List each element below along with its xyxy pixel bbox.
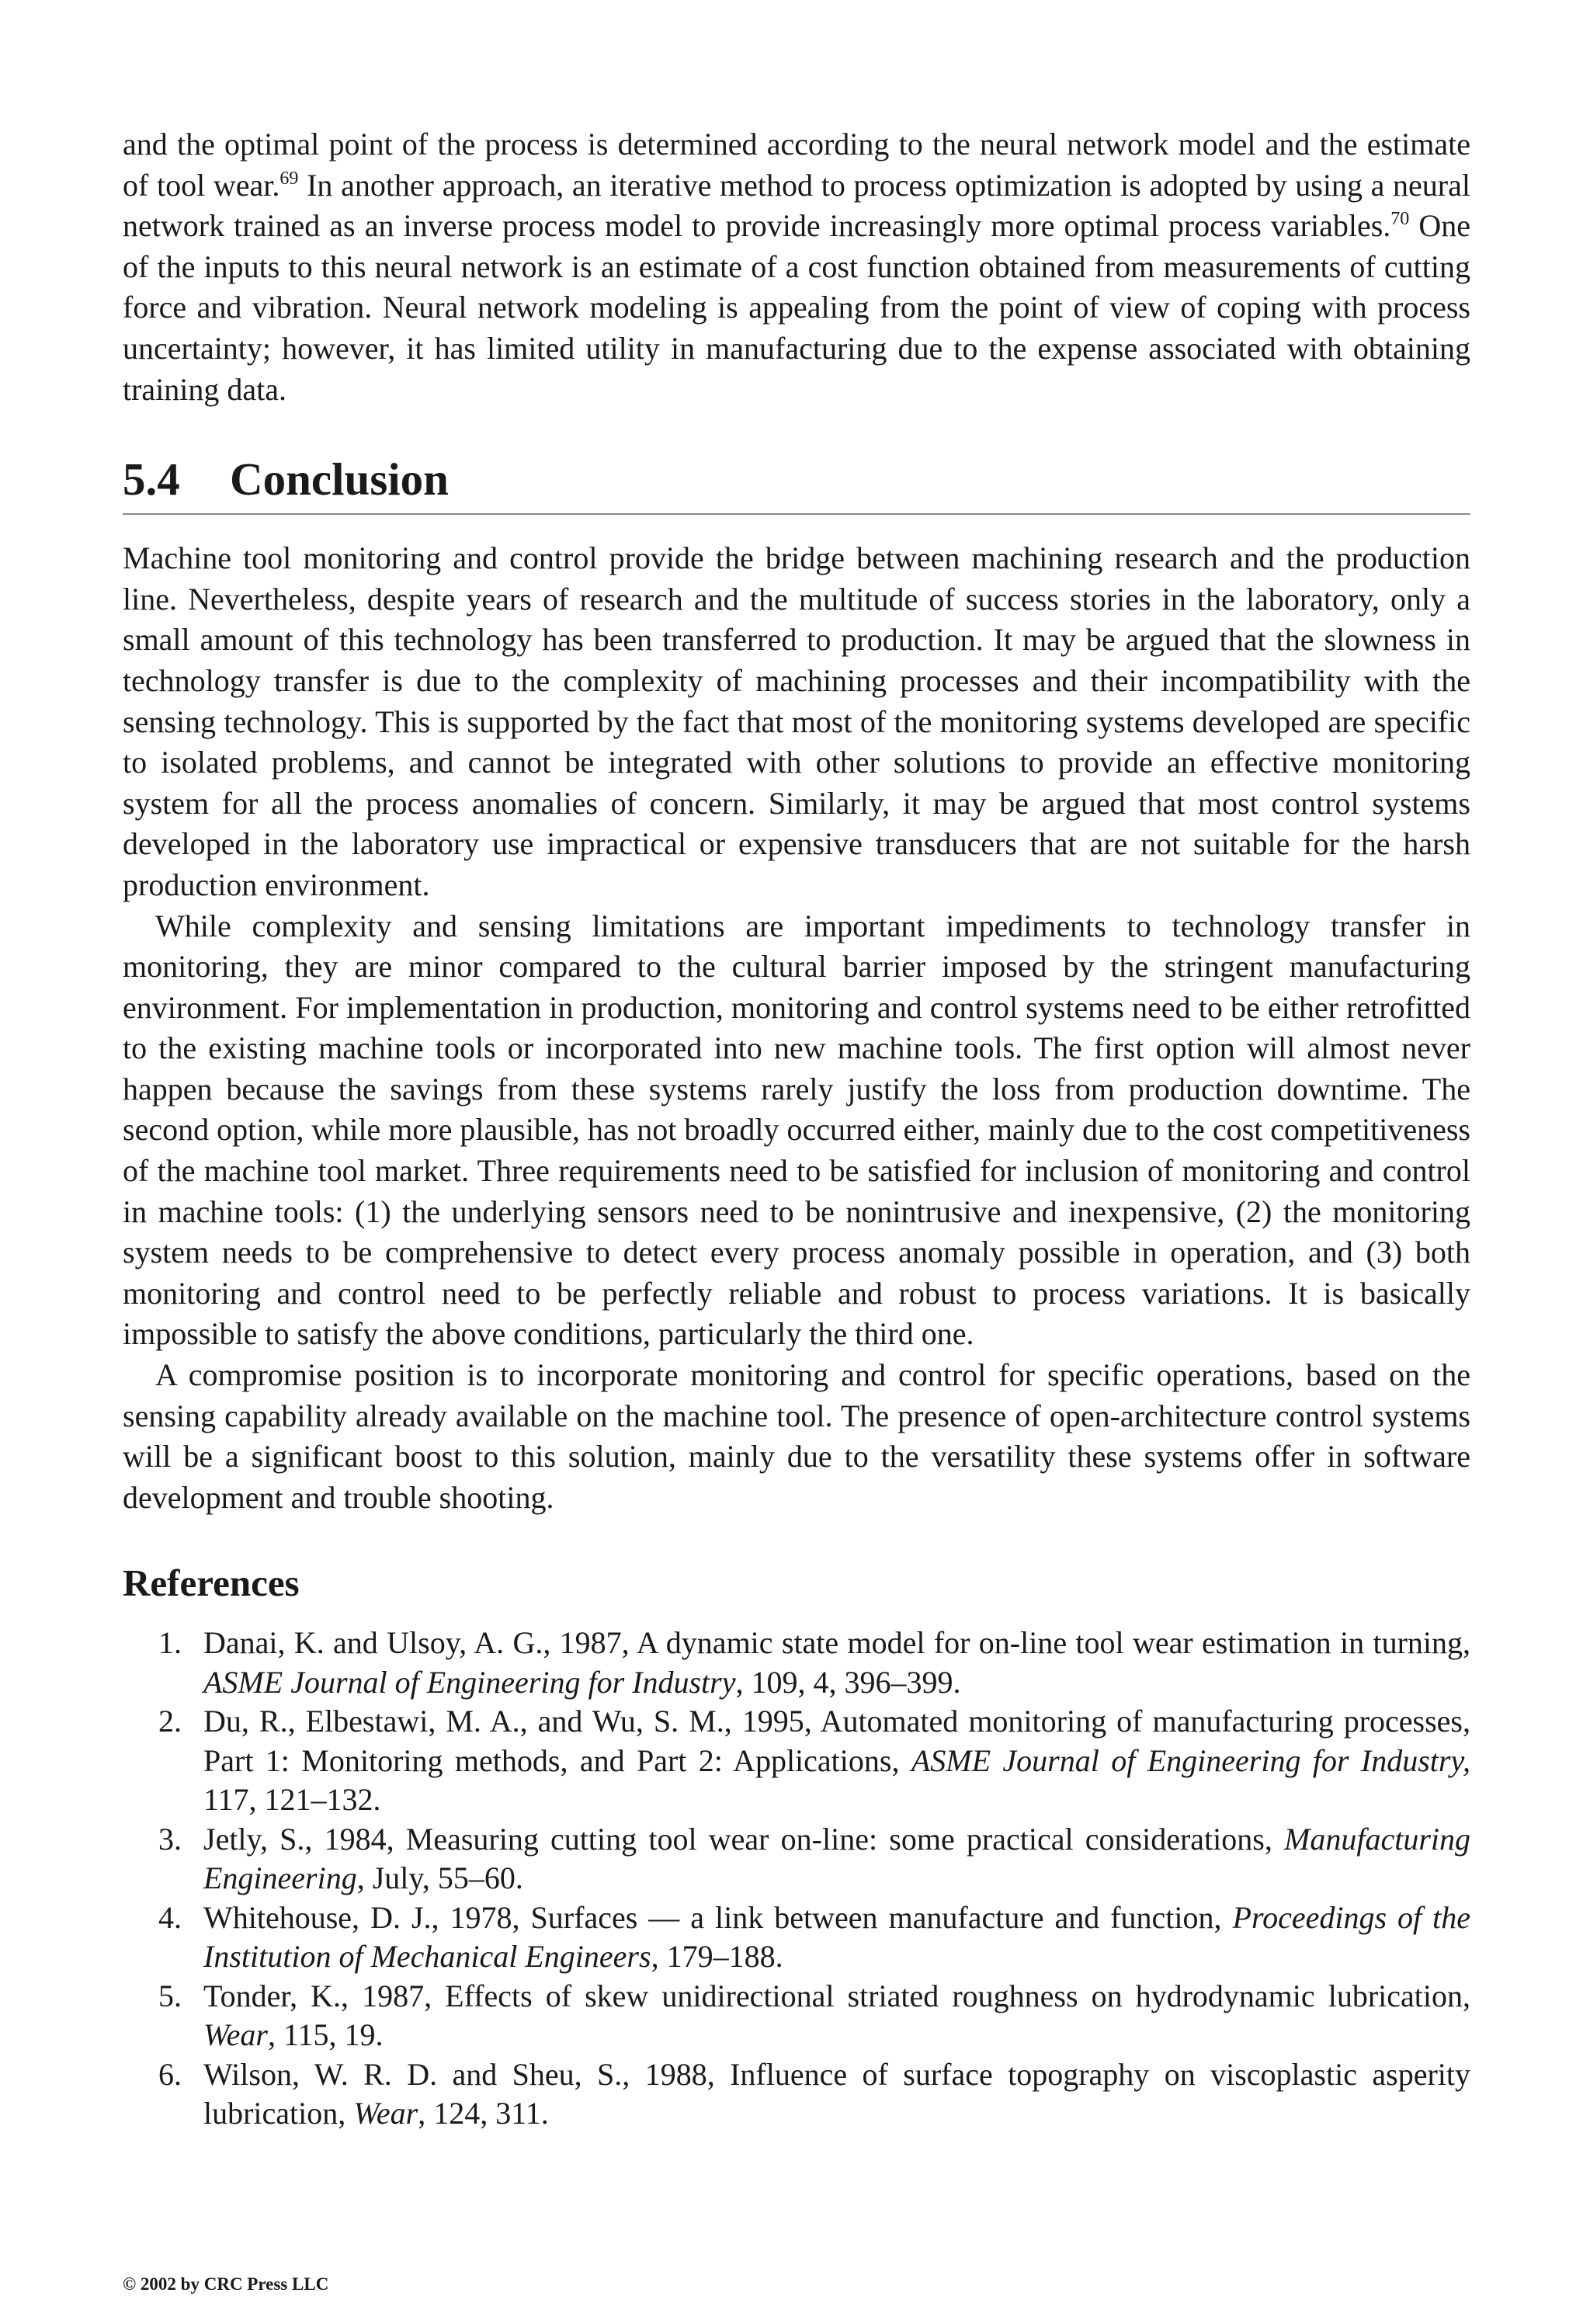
reference-journal: ASME Journal of Engineering for Industry — [203, 1664, 736, 1700]
section-number: 5.4 — [123, 453, 180, 505]
page-content — [123, 124, 1470, 2134]
reference-item — [123, 1702, 1470, 1820]
reference-details: , 115, 19. — [267, 2017, 384, 2053]
references-heading: References — [123, 1561, 300, 1605]
reference-details: , 109, 4, 396–399. — [735, 1664, 961, 1700]
reference-number: 6. — [158, 2056, 182, 2092]
reference-item — [123, 1624, 1470, 1702]
reference-text: Whitehouse, D. J., 1978, Surfaces — a link between manufacture and function, — [203, 1899, 1233, 1935]
reference-details: 117, 121–132. — [203, 1782, 381, 1818]
reference-journal: Wear — [203, 2017, 268, 2053]
section-title: Conclusion — [230, 453, 449, 505]
reference-journal: Wear — [353, 2096, 418, 2131]
reference-details: , 124, 311. — [418, 2096, 549, 2131]
reference-number: 4. — [158, 1899, 182, 1935]
section-heading — [123, 451, 1470, 515]
reference-details: , 179–188. — [651, 1939, 783, 1975]
reference-text: Danai, K. and Ulsoy, A. G., 1987, A dynamic state model for on-line tool wear estimation in turning, — [203, 1625, 1470, 1661]
references-list — [123, 1624, 1470, 2134]
conclusion-paragraph-2: While complexity and sensing limitations are important impediments to technology transfer in monitoring, they are minor compared to the cultural barrier imposed by the stringent manufacturing environment. For implementation in production, monitoring and control systems need to be either retrofitted to the existing machine tools or incorporated into new machine tools. The first option will almost never happen because the savings from these systems rarely justify the loss from production downtime. The second option, while more plausible, has not broadly occurred either, mainly due to the cost competitiveness of the machine tool market. Three requirements need to be satisfied for inclusion of monitoring and control in machine tools: (1) the underlying sensors need to be nonintrusive and inexpensive, (2) the monitoring system needs to be comprehensive to detect every process anomaly possible in operation, and (3) both monitoring and control need to be perfectly reliable and robust to process variations. It is basically impossible to satisfy the above conditions, particularly the third one. — [123, 908, 1470, 1352]
reference-item — [123, 1820, 1470, 1898]
footnote-ref-69: 69 — [279, 168, 299, 189]
conclusion-paragraph-1: Machine tool monitoring and control provide the bridge between machining research and the production line. Nevertheless, despite years of research and the multitude of success stories in the laboratory, only a small amount of this technology has been transferred to production. It may be argued that the slowness in technology transfer is due to the complexity of machining processes and their incompatibility with the sensing technology. This is supported by the fact that most of the monitoring systems developed are specific to isolated problems, and cannot be integrated with other solutions to provide an effective monitoring system for all the process anomalies of concern. Similarly, it may be argued that most control systems developed in the laboratory use impractical or expensive transducers that are not suitable for the harsh production environment. — [123, 540, 1470, 902]
footnote-ref-70: 70 — [1390, 209, 1410, 230]
section-body — [123, 538, 1470, 1518]
intro-text-3: One of the inputs to this neural network is an estimate of a cost function obtained from measurements of cutting force and vibration. Neural network modeling is appealing from the point of view of coping with process uncertainty; however, it has limited utility in manufacturing due to the expense associated with obtaining training data. — [123, 208, 1471, 407]
intro-text-2: In another approach, an iterative method to process optimization is adopted by using a neural network trained as an inverse process model to provide increasingly more optimal process variables. — [123, 167, 1470, 244]
reference-number: 5. — [158, 1978, 182, 2013]
reference-number: 2. — [158, 1704, 182, 1739]
intro-text-1: and the optimal point of the process is determined according to the neural network model and the estimate of tool wear. — [123, 127, 1470, 203]
copyright-footer: © 2002 by CRC Press LLC — [123, 2274, 329, 2294]
reference-text: Jetly, S., 1984, Measuring cutting tool wear on-line: some practical considerations, — [203, 1821, 1285, 1857]
reference-journal: Proceedings of the Institution of Mechanical Engineers — [203, 1899, 1471, 1975]
reference-text: Du, R., Elbestawi, M. A., and Wu, S. M., 1995, Automated monitoring of manufacturing processes, Part 1: Monitoring methods, and Part 2: Applications, — [203, 1704, 1470, 1778]
reference-journal: Manufacturing Engineering — [203, 1821, 1470, 1896]
reference-journal: ASME Journal of Engineering for Industry, — [911, 1742, 1471, 1778]
reference-text: Tonder, K., 1987, Effects of skew unidirectional striated roughness on hydrodynamic lubrication, — [203, 1978, 1470, 2013]
reference-item — [123, 1898, 1470, 1977]
reference-item — [123, 2055, 1470, 2134]
reference-details: , July, 55–60. — [356, 1860, 523, 1896]
intro-paragraph — [123, 124, 1470, 410]
reference-item — [123, 1977, 1470, 2055]
reference-number: 1. — [158, 1625, 182, 1661]
reference-text: Wilson, W. R. D. and Sheu, S., 1988, Influence of surface topography on viscoplastic asperity lubrication, — [203, 2056, 1470, 2131]
conclusion-paragraph-3: A compromise position is to incorporate monitoring and control for specific operations, based on the sensing capability already available on the machine tool. The presence of open-architecture control systems will be a significant boost to this solution, mainly due to the versatility these systems offer in software development and trouble shooting. — [123, 1357, 1470, 1515]
reference-number: 3. — [158, 1821, 182, 1857]
